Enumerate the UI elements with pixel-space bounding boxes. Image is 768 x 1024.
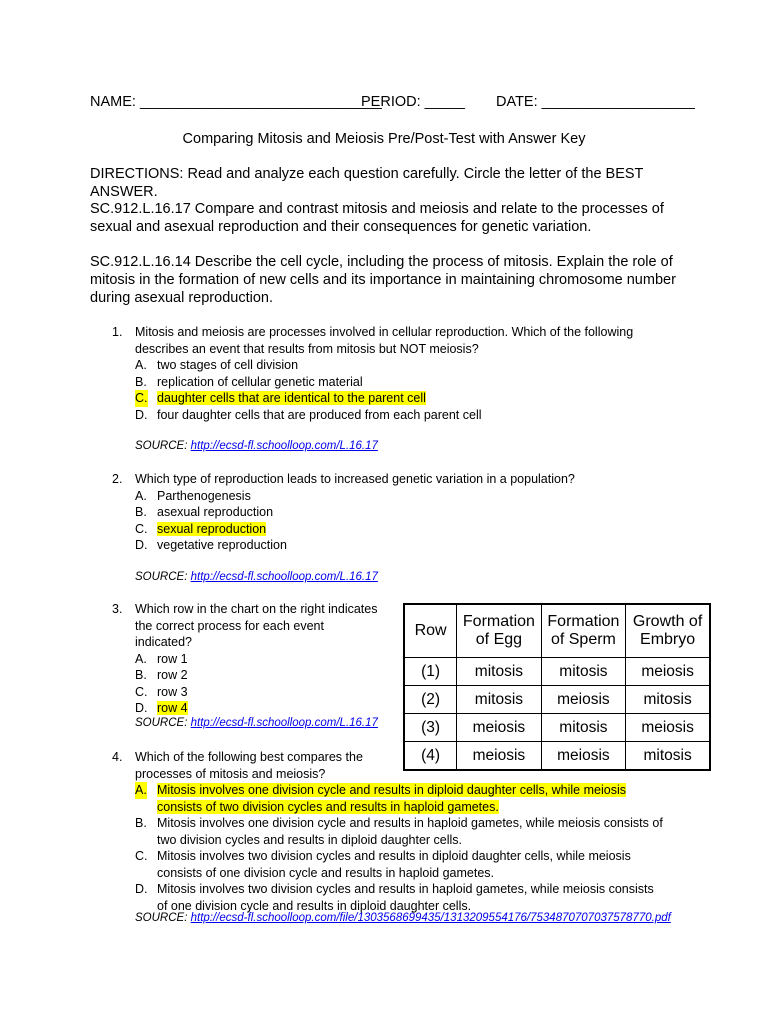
source-label: SOURCE: xyxy=(135,440,188,452)
option-d-correct-answer[interactable] xyxy=(135,700,382,717)
option-letter: A. xyxy=(135,488,147,503)
option-letter: B. xyxy=(135,816,147,830)
option-a-correct-answer[interactable] xyxy=(135,782,667,815)
option-b[interactable] xyxy=(135,374,672,391)
option-letter: D. xyxy=(135,407,148,422)
option-letter: D. xyxy=(135,701,148,715)
option-letter: C. xyxy=(135,684,148,699)
table-cell: meiosis xyxy=(626,714,710,742)
directions-text: DIRECTIONS: Read and analyze each question carefully. Circle the letter of the BEST ANSWER. xyxy=(90,166,644,200)
option-letter: A. xyxy=(135,651,147,666)
option-letter: D. xyxy=(135,538,148,552)
table-cell: meiosis xyxy=(626,658,710,686)
table-header-row xyxy=(404,604,710,658)
option-b[interactable] xyxy=(135,667,382,684)
option-a[interactable] xyxy=(135,651,382,668)
option-letter: B. xyxy=(135,668,147,682)
option-text: daughter cells that are identical to the parent cell xyxy=(157,391,426,405)
column-header-formation-of-egg: Formation of Egg xyxy=(457,604,542,658)
column-header-formation-of-sperm: Formation of Sperm xyxy=(541,604,626,658)
table-cell: (2) xyxy=(404,686,457,714)
question-number: 1. xyxy=(112,325,123,339)
question-number: 2. xyxy=(112,472,123,486)
page-title: Comparing Mitosis and Meiosis Pre/Post-Test with Answer Key xyxy=(182,131,586,147)
option-a[interactable] xyxy=(135,488,672,505)
option-text: Mitosis involves two division cycles and results in haploid gametes, while meiosis consists of one division cycle and results in diploid daughter cells. xyxy=(157,882,654,913)
option-text: row 4 xyxy=(157,701,188,715)
option-letter: B. xyxy=(135,505,147,519)
question-number: 3. xyxy=(112,602,123,616)
date-field-label: DATE: ___________________ xyxy=(496,94,695,110)
period-field-label: PERIOD: _____ xyxy=(361,94,465,110)
source-line xyxy=(135,717,378,729)
table-cell: meiosis xyxy=(541,686,626,714)
option-b[interactable] xyxy=(135,504,672,521)
option-d[interactable] xyxy=(135,537,672,554)
table-cell: meiosis xyxy=(541,742,626,771)
source-line xyxy=(135,440,378,452)
option-c-correct-answer[interactable] xyxy=(135,390,672,407)
source-label: SOURCE: xyxy=(135,717,188,729)
option-letter: C. xyxy=(135,521,148,536)
option-b[interactable] xyxy=(135,815,667,848)
process-chart-table xyxy=(403,603,711,771)
table-cell: mitosis xyxy=(457,686,542,714)
option-d[interactable] xyxy=(135,407,672,424)
table-cell: (1) xyxy=(404,658,457,686)
option-letter: C. xyxy=(135,849,148,863)
option-d[interactable] xyxy=(135,881,667,914)
name-field-label: NAME: ______________________________ xyxy=(90,94,382,110)
option-text: Mitosis involves two division cycles and results in diploid daughter cells, while meiosis consists of one division cycle and results in haploid gametes. xyxy=(157,849,631,880)
table-cell: meiosis xyxy=(457,714,542,742)
table-row xyxy=(404,658,710,686)
table-cell: mitosis xyxy=(541,658,626,686)
option-letter: A. xyxy=(135,358,147,372)
option-text: sexual reproduction xyxy=(157,521,267,536)
source-line xyxy=(135,912,671,924)
option-text: asexual reproduction xyxy=(157,505,274,519)
standard-sc-912-l-16-14: SC.912.L.16.14 Describe the cell cycle, including the process of mitosis. Explain the role of mitosis in the formation of new cells and its importance in maintaining chromosome number during asexual reproduction. xyxy=(90,254,676,306)
option-text: four daughter cells that are produced from each parent cell xyxy=(157,407,482,422)
source-label: SOURCE: xyxy=(135,571,188,583)
question-text: Which type of reproduction leads to increased genetic variation in a population? xyxy=(135,472,575,486)
option-letter: D. xyxy=(135,882,148,896)
option-letter: C. xyxy=(135,391,148,405)
question-text: Which of the following best compares the processes of mitosis and meiosis? xyxy=(135,750,363,781)
table-cell: mitosis xyxy=(457,658,542,686)
option-text: row 3 xyxy=(157,684,188,699)
option-letter: A. xyxy=(135,783,147,797)
column-header-growth-of-embryo: Growth of Embryo xyxy=(626,604,710,658)
question-number: 4. xyxy=(112,750,123,764)
question-text: Mitosis and meiosis are processes involved in cellular reproduction. Which of the following describes an event that results from mitosis but NOT meiosis? xyxy=(135,325,634,356)
option-text: vegetative reproduction xyxy=(157,538,287,552)
table-cell: (4) xyxy=(404,742,457,771)
column-header-row: Row xyxy=(404,604,457,658)
option-text: row 2 xyxy=(157,668,188,682)
table-cell: mitosis xyxy=(626,686,710,714)
table-cell: meiosis xyxy=(457,742,542,771)
option-a[interactable] xyxy=(135,357,672,374)
option-c[interactable] xyxy=(135,684,382,701)
option-text: Mitosis involves one division cycle and results in diploid daughter cells, while meiosis consists of two division cycles and results in haploid gametes. xyxy=(157,783,626,814)
source-label: SOURCE: xyxy=(135,912,188,924)
source-line xyxy=(135,571,378,583)
option-text: two stages of cell division xyxy=(157,358,299,372)
option-letter: B. xyxy=(135,374,147,389)
table-cell: (3) xyxy=(404,714,457,742)
table-row xyxy=(404,686,710,714)
option-text: Parthenogenesis xyxy=(157,488,251,503)
table-cell: mitosis xyxy=(626,742,710,771)
option-c[interactable] xyxy=(135,848,667,881)
source-link[interactable]: http://ecsd-fl.schoolloop.com/L.16.17 xyxy=(190,440,378,452)
source-link[interactable]: http://ecsd-fl.schoolloop.com/L.16.17 xyxy=(190,571,378,583)
table-row xyxy=(404,714,710,742)
option-text: Mitosis involves one division cycle and results in haploid gametes, while meiosis consists of two division cycles and results in diploid daughter cells. xyxy=(157,816,663,847)
option-c-correct-answer[interactable] xyxy=(135,521,672,538)
table-cell: mitosis xyxy=(541,714,626,742)
option-text: row 1 xyxy=(157,651,188,666)
source-link[interactable]: http://ecsd-fl.schoolloop.com/file/1303568699435/1313209554176/7534870707037578770.pdf xyxy=(190,912,671,924)
source-link[interactable]: http://ecsd-fl.schoolloop.com/L.16.17 xyxy=(190,717,378,729)
standard-sc-912-l-16-17: SC.912.L.16.17 Compare and contrast mitosis and meiosis and relate to the processes of sexual and asexual reproduction and their consequences for genetic variation. xyxy=(90,201,664,235)
option-text: replication of cellular genetic material xyxy=(157,374,363,389)
question-text: Which row in the chart on the right indicates the correct process for each event indicated? xyxy=(135,602,378,649)
